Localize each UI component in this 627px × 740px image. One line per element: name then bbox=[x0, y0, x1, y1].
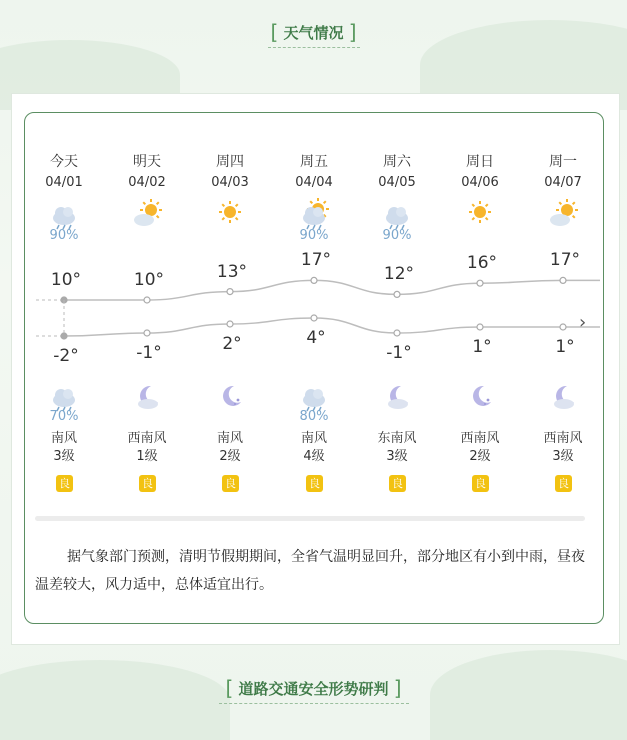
high-temp-line bbox=[64, 280, 600, 300]
low-temp-label: 1° bbox=[555, 337, 575, 357]
night-precip: 70% bbox=[49, 409, 79, 424]
wind-level: 2级 bbox=[219, 449, 241, 464]
high-temp-label: 13° bbox=[216, 261, 248, 282]
high-temp-point bbox=[311, 277, 317, 283]
low-temp-point bbox=[477, 324, 483, 330]
wind-level: 3级 bbox=[53, 449, 75, 464]
high-temp-label: 17° bbox=[549, 250, 581, 271]
wind-direction: 西南风 bbox=[460, 431, 500, 446]
day-date: 04/05 bbox=[378, 175, 416, 190]
high-temp-label: 16° bbox=[466, 253, 498, 274]
wind-level: 3级 bbox=[552, 449, 574, 464]
day-date: 04/02 bbox=[128, 175, 166, 190]
air-quality-badge: 良 bbox=[389, 475, 406, 492]
low-temp-label: -2° bbox=[53, 346, 79, 366]
day-precip: 90% bbox=[49, 228, 79, 243]
low-temp-point bbox=[560, 324, 566, 330]
air-quality-badge: 良 bbox=[472, 475, 489, 492]
day-date: 04/04 bbox=[295, 175, 333, 190]
weather-description: 据气象部门预测，清明节假期期间，全省气温明显回升，部分地区有小到中雨，昼夜温差较大，风力适中，总体适宜出行。 bbox=[35, 549, 585, 593]
day-date: 04/03 bbox=[211, 175, 249, 190]
chevron-right-icon[interactable]: › bbox=[579, 312, 587, 333]
low-temp-label: -1° bbox=[386, 343, 412, 363]
air-quality-badge: 良 bbox=[56, 475, 73, 492]
wind-direction: 南风 bbox=[50, 431, 77, 446]
wind-level: 1级 bbox=[136, 449, 158, 464]
wind-level: 3级 bbox=[386, 449, 408, 464]
high-temp-label: 10° bbox=[50, 270, 82, 290]
low-temp-point bbox=[227, 321, 233, 327]
day-name: 今天 bbox=[50, 154, 78, 170]
wind-direction: 西南风 bbox=[543, 431, 583, 446]
high-temp-label: 17° bbox=[300, 250, 332, 271]
high-temp-point bbox=[227, 289, 233, 295]
wind-direction: 西南风 bbox=[127, 431, 167, 446]
high-temp-point bbox=[144, 297, 150, 303]
air-quality-badge: 良 bbox=[306, 475, 323, 492]
section-title-text: 道路交通安全形势研判 bbox=[238, 680, 389, 698]
wind-level: 2级 bbox=[469, 449, 491, 464]
air-quality-badge: 良 bbox=[139, 475, 156, 492]
section-title-traffic: [ 道路交通安全形势研判 ] bbox=[0, 676, 627, 704]
low-temp-label: 4° bbox=[306, 328, 326, 348]
horizontal-scrollbar[interactable] bbox=[35, 516, 585, 521]
section-title-weather: [ 天气情况 ] bbox=[0, 20, 627, 48]
day-date: 04/06 bbox=[461, 175, 499, 190]
low-temp-point bbox=[311, 315, 317, 321]
air-quality-badge: 良 bbox=[222, 475, 239, 492]
night-precip: 80% bbox=[299, 409, 329, 424]
wind-direction: 南风 bbox=[300, 431, 327, 446]
day-date: 04/01 bbox=[45, 175, 83, 190]
day-name: 周六 bbox=[383, 154, 411, 170]
low-temp-label: -1° bbox=[136, 343, 162, 363]
high-temp-point bbox=[394, 291, 400, 297]
low-temp-label: 2° bbox=[222, 334, 242, 354]
high-temp-point bbox=[560, 277, 566, 283]
high-temp-label: 12° bbox=[383, 264, 415, 285]
day-name: 周一 bbox=[549, 154, 577, 170]
high-temp-point bbox=[477, 280, 483, 286]
day-date: 04/07 bbox=[544, 175, 582, 190]
wind-level: 4级 bbox=[303, 449, 325, 464]
wind-direction: 东南风 bbox=[377, 431, 417, 446]
air-quality-badge: 良 bbox=[555, 475, 572, 492]
day-name: 周四 bbox=[216, 154, 244, 170]
low-temp-point bbox=[144, 330, 150, 336]
low-temp-label: 1° bbox=[472, 337, 492, 357]
day-name: 明天 bbox=[133, 154, 161, 170]
wind-direction: 南风 bbox=[216, 431, 243, 446]
day-name: 周五 bbox=[300, 154, 328, 170]
section-title-text: 天气情况 bbox=[283, 24, 344, 42]
day-precip: 90% bbox=[299, 228, 329, 243]
high-temp-label: 10° bbox=[133, 270, 165, 290]
day-precip: 90% bbox=[382, 228, 412, 243]
low-temp-point bbox=[394, 330, 400, 336]
day-name: 周日 bbox=[466, 154, 494, 170]
